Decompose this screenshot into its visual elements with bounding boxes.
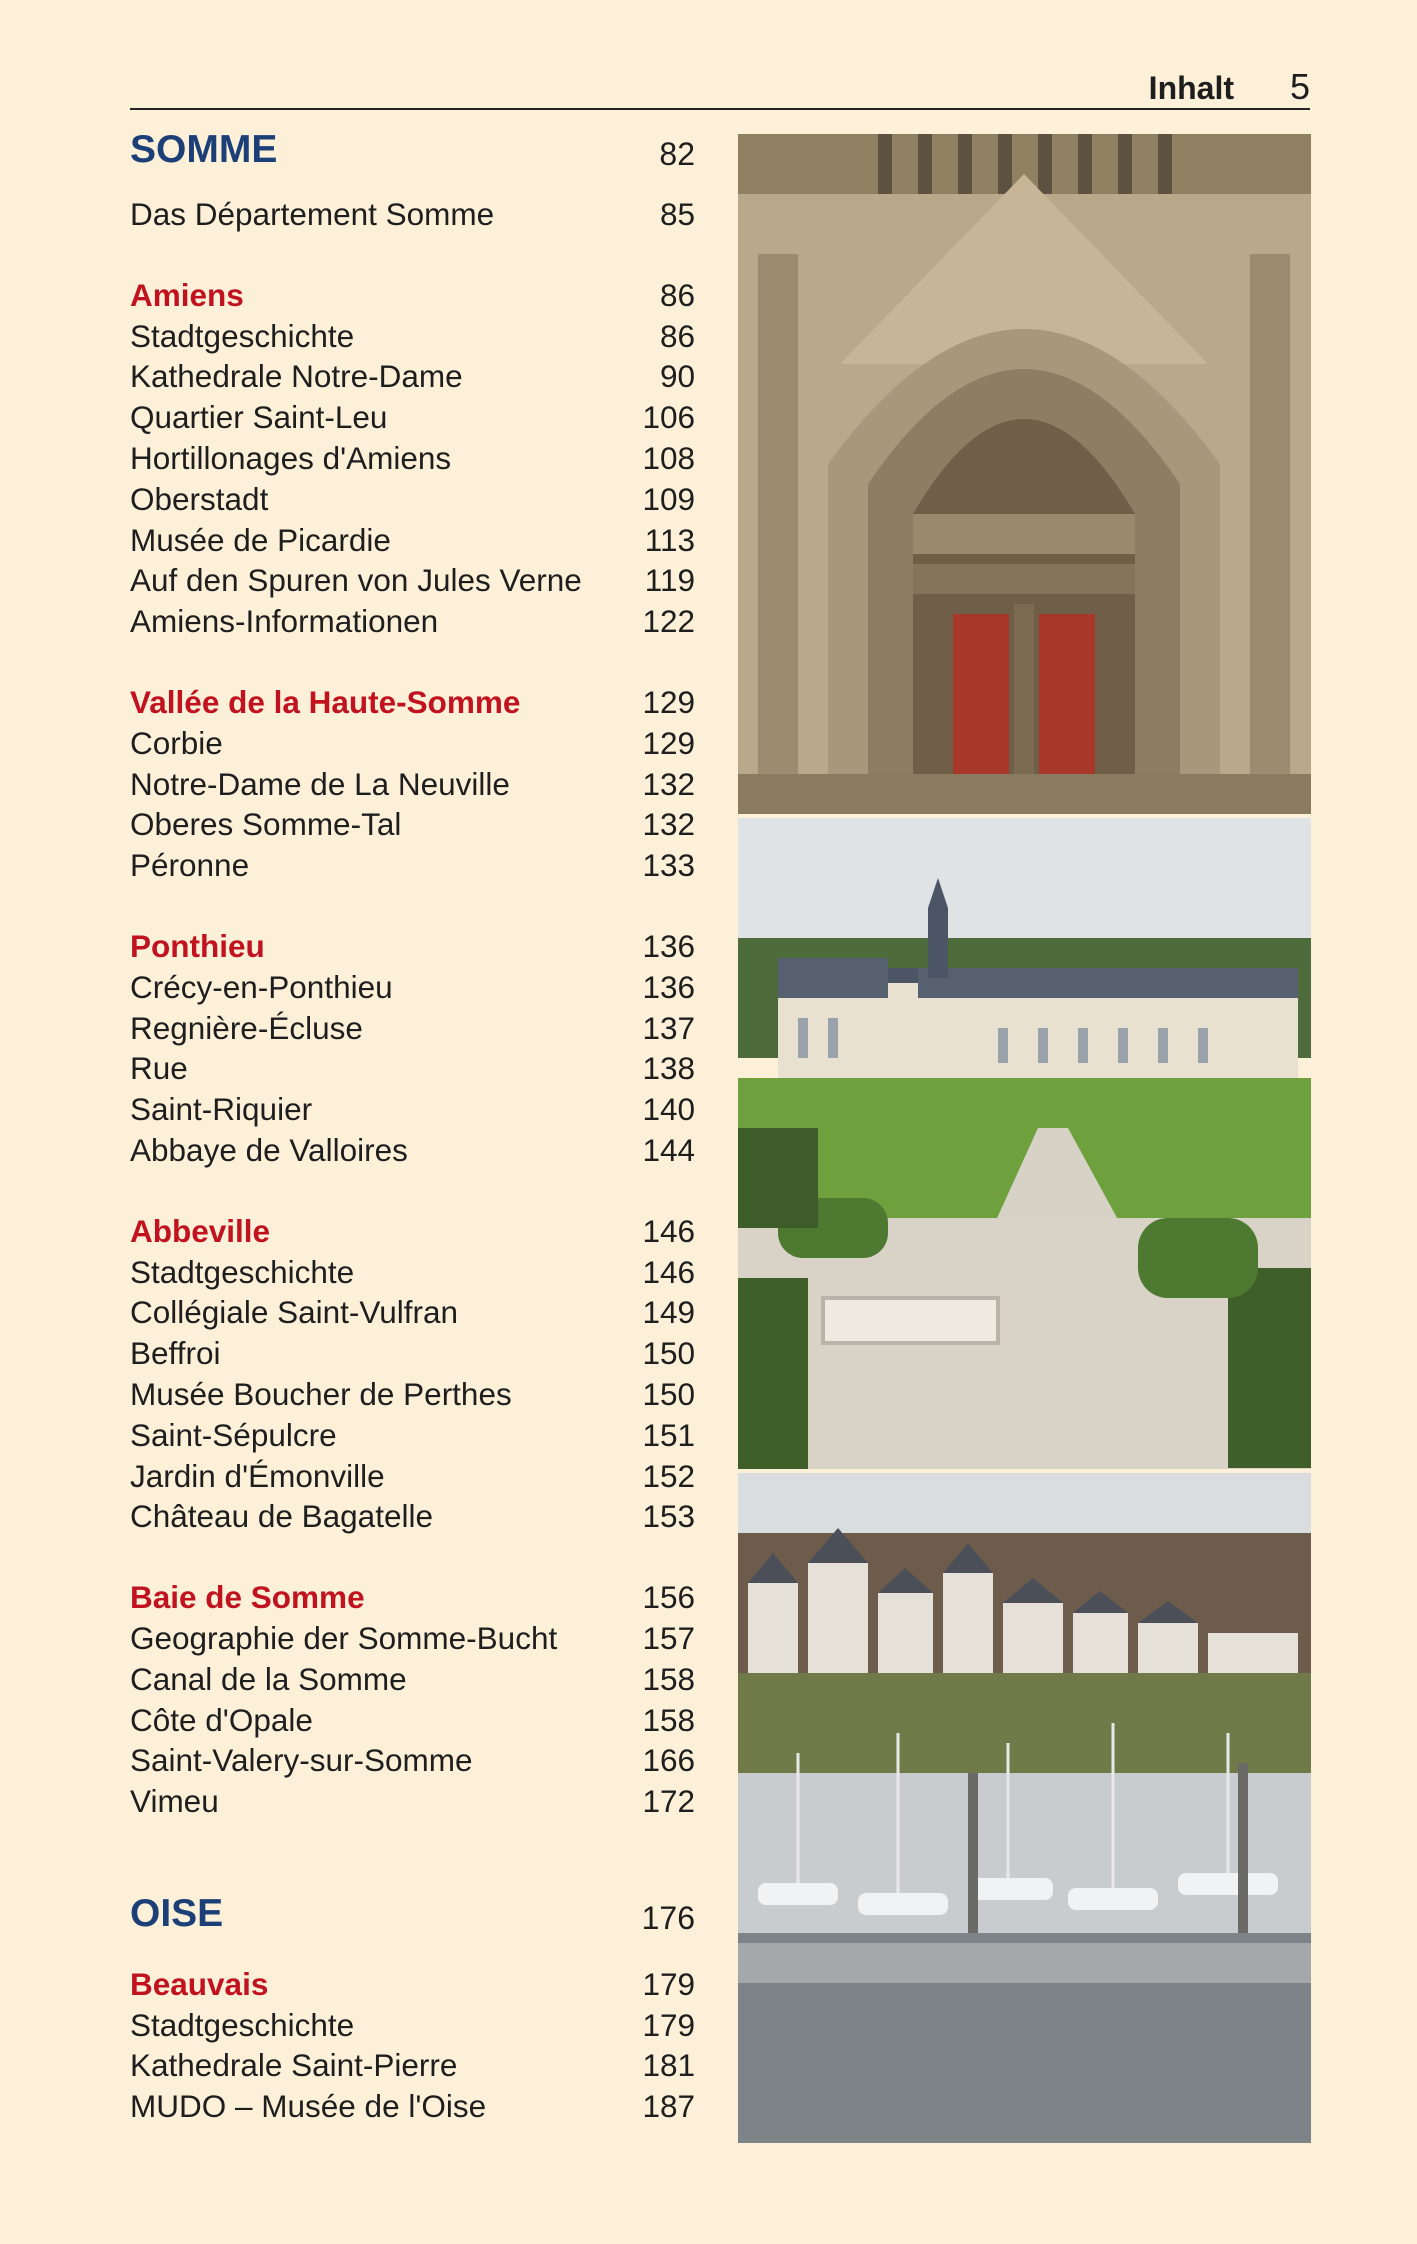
photo-saint-valery-harbour xyxy=(738,1473,1311,2143)
toc-entry-title: MUDO – Musée de l'Oise xyxy=(130,2088,487,2125)
toc-entry-page: 132 xyxy=(642,806,695,843)
toc-entry xyxy=(130,2005,695,2046)
toc-entry-page: 129 xyxy=(642,724,695,761)
toc-entry-title: Péronne xyxy=(130,847,250,884)
toc-chapter xyxy=(130,275,695,316)
page-number: 5 xyxy=(1289,66,1310,107)
toc-entry xyxy=(130,1008,695,1049)
toc-entry xyxy=(130,1415,695,1456)
toc-entry-title: Geographie der Somme-Bucht xyxy=(130,1619,558,1656)
toc-entry-title: Saint-Valery-sur-Somme xyxy=(130,1742,473,1779)
toc-entry xyxy=(130,804,695,845)
toc-entry-page: 108 xyxy=(642,439,695,476)
toc-chapter xyxy=(130,1964,695,2005)
toc-entry-page: 137 xyxy=(642,1009,695,1046)
toc-entry-page: 140 xyxy=(642,1091,695,1128)
toc-entry xyxy=(130,560,695,601)
toc-entry xyxy=(130,356,695,397)
toc-chapter xyxy=(130,926,695,967)
toc-entry xyxy=(130,1374,695,1415)
toc-entry-page: 109 xyxy=(642,480,695,517)
toc-entry xyxy=(130,397,695,438)
toc-entry xyxy=(130,1456,695,1497)
toc-entry-title: Château de Bagatelle xyxy=(130,1498,433,1535)
toc-entry-page: 122 xyxy=(642,603,695,640)
toc-entry-title: Kathedrale Saint-Pierre xyxy=(130,2047,458,2084)
spacer xyxy=(130,235,695,275)
page-header xyxy=(130,64,1310,110)
toc-entry-title: Rue xyxy=(130,1050,188,1087)
toc-entry xyxy=(130,764,695,805)
toc-entry-page: 181 xyxy=(642,2047,695,2084)
toc-entry-title: Stadtgeschichte xyxy=(130,1253,355,1290)
toc-entry xyxy=(130,1333,695,1374)
toc-chapter-title: Beauvais xyxy=(130,1965,269,2002)
toc-entry xyxy=(130,1089,695,1130)
toc-entry-page: 146 xyxy=(642,1253,695,1290)
toc-chapter-page: 179 xyxy=(642,1965,695,2002)
toc-entry-page: 187 xyxy=(642,2088,695,2125)
toc-entry-title: Stadtgeschichte xyxy=(130,2006,355,2043)
toc-entry xyxy=(130,1496,695,1537)
toc-entry-page: 132 xyxy=(642,765,695,802)
toc-entry-page: 113 xyxy=(644,521,695,558)
toc-entry-title: Oberes Somme-Tal xyxy=(130,806,402,843)
toc-entry-title: Notre-Dame de La Neuville xyxy=(130,765,510,802)
toc-entry xyxy=(130,723,695,764)
toc-chapter-page: 129 xyxy=(642,683,695,720)
toc-entry-title: Beffroi xyxy=(130,1335,221,1372)
toc-entry xyxy=(130,316,695,357)
toc-entry-page: 136 xyxy=(642,968,695,1005)
toc-chapter xyxy=(130,682,695,723)
part-page: 82 xyxy=(659,136,695,172)
toc-entry-title: Saint-Sépulcre xyxy=(130,1416,337,1453)
toc-entry xyxy=(130,520,695,561)
toc-entry xyxy=(130,1781,695,1822)
spacer xyxy=(130,642,695,682)
toc-entry xyxy=(130,2045,695,2086)
toc-chapter xyxy=(130,1577,695,1618)
toc-entry xyxy=(130,1292,695,1333)
photo-abbaye-de-valloires xyxy=(738,818,1311,1469)
toc-entry xyxy=(130,1048,695,1089)
toc-entry-title: Stadtgeschichte xyxy=(130,317,355,354)
running-head-section: Inhalt xyxy=(1148,70,1234,106)
toc-entry-page: 166 xyxy=(642,1742,695,1779)
toc-chapter-title: Amiens xyxy=(130,276,244,313)
toc-chapter-page: 156 xyxy=(642,1579,695,1616)
toc-entry-page: 151 xyxy=(642,1416,695,1453)
toc-chapter-page: 146 xyxy=(642,1212,695,1249)
toc-entry xyxy=(130,438,695,479)
toc-entry xyxy=(130,194,695,235)
toc-entry xyxy=(130,1252,695,1293)
toc-entry xyxy=(130,1740,695,1781)
toc-entry xyxy=(130,845,695,886)
toc-entry-title: Auf den Spuren von Jules Verne xyxy=(130,562,582,599)
toc-entry-title: Oberstadt xyxy=(130,480,269,517)
toc-entry-page: 150 xyxy=(642,1375,695,1412)
spacer xyxy=(130,1950,695,1964)
toc-entry-title: Hortillonages d'Amiens xyxy=(130,439,452,476)
toc-entry-page: 172 xyxy=(642,1783,695,1820)
toc-entry-page: 153 xyxy=(642,1498,695,1535)
toc-chapter-title: Ponthieu xyxy=(130,927,265,964)
toc-entry-title: Vimeu xyxy=(130,1783,219,1820)
toc-entry-page: 150 xyxy=(642,1335,695,1372)
spacer xyxy=(130,186,695,194)
toc-entry-title: Corbie xyxy=(130,724,223,761)
photo-amiens-cathedral-portal xyxy=(738,134,1311,814)
spacer xyxy=(130,1537,695,1577)
toc-entry xyxy=(130,1618,695,1659)
toc-entry-page: 86 xyxy=(659,317,695,354)
toc-chapter-title: Vallée de la Haute-Somme xyxy=(130,683,521,720)
part-spacer xyxy=(130,1822,695,1892)
toc-entry xyxy=(130,967,695,1008)
toc-entry xyxy=(130,479,695,520)
toc-entry-title: Amiens-Informationen xyxy=(130,603,439,640)
toc-entry-page: 85 xyxy=(659,196,695,232)
toc-entry-page: 119 xyxy=(644,562,695,599)
toc-entry-title: Canal de la Somme xyxy=(130,1660,407,1697)
spacer xyxy=(130,886,695,926)
toc-chapter-page: 86 xyxy=(659,276,695,313)
toc-entry-page: 158 xyxy=(642,1660,695,1697)
toc-entry-page: 149 xyxy=(642,1294,695,1331)
toc-entry xyxy=(130,1130,695,1171)
toc-entry-page: 179 xyxy=(642,2006,695,2043)
spacer xyxy=(130,1171,695,1211)
toc-entry-title: Quartier Saint-Leu xyxy=(130,399,388,436)
toc-entry-page: 106 xyxy=(642,399,695,436)
part-heading xyxy=(130,1892,695,1950)
toc-entry xyxy=(130,1659,695,1700)
toc-entry-page: 157 xyxy=(642,1619,695,1656)
toc-entry xyxy=(130,1700,695,1741)
toc-entry xyxy=(130,2086,695,2127)
toc-chapter-title: Baie de Somme xyxy=(130,1579,365,1616)
toc-entry-title: Crécy-en-Ponthieu xyxy=(130,968,393,1005)
toc-entry-page: 144 xyxy=(642,1131,695,1168)
toc-entry-title: Saint-Riquier xyxy=(130,1091,313,1128)
toc-chapter-title: Abbeville xyxy=(130,1212,271,1249)
toc-entry-page: 158 xyxy=(642,1701,695,1738)
photo-column xyxy=(738,134,1311,2147)
part-title: OISE xyxy=(130,1891,224,1935)
toc-entry-page: 138 xyxy=(642,1050,695,1087)
toc-entry-title: Das Département Somme xyxy=(130,196,495,232)
part-title: SOMME xyxy=(130,128,278,171)
toc-entry-page: 152 xyxy=(642,1457,695,1494)
toc-chapter-page: 136 xyxy=(642,927,695,964)
toc-entry-page: 90 xyxy=(659,358,695,395)
toc-entry-page: 133 xyxy=(642,847,695,884)
toc-entry-title: Jardin d'Émonville xyxy=(130,1457,385,1494)
part-page: 176 xyxy=(641,1899,695,1936)
toc-entry-title: Abbaye de Valloires xyxy=(130,1131,408,1168)
part-heading xyxy=(130,128,695,186)
toc-chapter xyxy=(130,1211,695,1252)
toc-entry-title: Musée de Picardie xyxy=(130,521,391,558)
toc-entry-title: Regnière-Écluse xyxy=(130,1009,363,1046)
toc-entry-title: Kathedrale Notre-Dame xyxy=(130,358,463,395)
table-of-contents xyxy=(130,128,695,2127)
toc-entry xyxy=(130,601,695,642)
toc-entry-title: Collégiale Saint-Vulfran xyxy=(130,1294,459,1331)
toc-entry-title: Musée Boucher de Perthes xyxy=(130,1375,512,1412)
toc-entry-title: Côte d'Opale xyxy=(130,1701,313,1738)
